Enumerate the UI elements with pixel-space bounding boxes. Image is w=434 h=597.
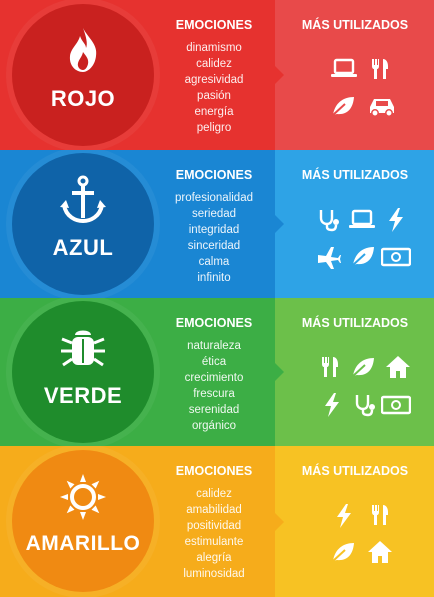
laptop-icon (331, 58, 355, 82)
airplane-icon (317, 245, 341, 269)
section-amarillo (0, 446, 434, 597)
azul-emociones (160, 160, 268, 286)
emocion-item: alegría (196, 552, 232, 564)
bug-icon (58, 323, 108, 373)
verde-mas-utilizados (285, 308, 425, 330)
azul-emociones-title: EMOCIONES (175, 168, 253, 182)
verde-name: VERDE (43, 383, 123, 408)
azul-mas-utilizados-title: MÁS UTILIZADOS (301, 168, 409, 182)
emocion-item: calma (198, 256, 230, 268)
rojo-mas-utilizados-title: MÁS UTILIZADOS (301, 18, 409, 32)
amarillo-circle (12, 450, 154, 592)
azul-name: AZUL (52, 235, 114, 260)
leaf-icon (331, 95, 355, 119)
azul-circle (12, 153, 154, 295)
leaf-icon (351, 245, 375, 269)
emocion-item: infinito (197, 272, 231, 284)
stethoscope-icon (317, 208, 341, 232)
emocion-item: calidez (196, 58, 232, 70)
emocion-item: positividad (186, 520, 242, 532)
emocion-item: naturaleza (187, 340, 241, 352)
leaf-icon (351, 356, 375, 380)
amarillo-mas-utilizados-title: MÁS UTILIZADOS (301, 464, 409, 478)
emocion-item: crecimiento (184, 372, 244, 384)
emocion-item: frescura (193, 388, 235, 400)
emocion-item: luminosidad (183, 568, 245, 580)
lightning-icon (387, 208, 411, 232)
leaf-icon (331, 541, 355, 565)
section-azul (0, 150, 434, 298)
rojo-circle (12, 4, 154, 146)
laptop-icon (347, 209, 371, 233)
section-rojo (0, 0, 434, 150)
amarillo-emociones-title: EMOCIONES (175, 464, 253, 478)
amarillo-name: AMARILLO (25, 532, 141, 555)
lightning-icon (335, 504, 359, 528)
section-verde (0, 298, 434, 446)
verde-circle (12, 301, 154, 443)
restaurant-icon (369, 504, 393, 528)
anchor-icon (58, 175, 108, 225)
money-icon (381, 247, 405, 271)
emocion-item: orgánico (191, 420, 237, 432)
lightning-icon (323, 393, 347, 417)
rojo-mas-utilizados (285, 10, 425, 32)
rojo-emociones (160, 10, 268, 136)
home-icon (367, 540, 391, 564)
azul-arrow (270, 210, 284, 238)
car-icon (367, 95, 391, 119)
rojo-name: ROJO (50, 86, 116, 111)
emocion-item: estimulante (184, 536, 244, 548)
azul-mas-utilizados (285, 160, 425, 182)
emocion-item: ética (201, 356, 227, 368)
money-icon (381, 395, 405, 419)
emocion-item: agresividad (184, 74, 244, 86)
amarillo-mas-utilizados (285, 456, 425, 478)
restaurant-icon (319, 356, 343, 380)
rojo-arrow (270, 61, 284, 89)
amarillo-arrow (270, 508, 284, 536)
emocion-item: dinamismo (186, 42, 242, 54)
verde-arrow (270, 358, 284, 386)
flame-icon (58, 26, 108, 76)
emocion-item: amabilidad (186, 504, 242, 516)
home-icon (385, 355, 409, 379)
emocion-item: seriedad (191, 208, 237, 220)
emocion-item: calidez (196, 488, 232, 500)
emocion-item: sinceridad (187, 240, 241, 252)
emocion-item: profesionalidad (174, 192, 253, 204)
verde-mas-utilizados-title: MÁS UTILIZADOS (301, 316, 409, 330)
stethoscope-icon (353, 393, 377, 417)
emocion-item: peligro (196, 122, 232, 134)
restaurant-icon (369, 58, 393, 82)
emocion-item: serenidad (188, 404, 240, 416)
amarillo-emociones (160, 456, 268, 582)
emocion-item: integridad (188, 224, 240, 236)
emocion-item: energía (194, 106, 234, 118)
sun-icon (58, 472, 108, 522)
verde-emociones-title: EMOCIONES (175, 316, 253, 330)
emocion-item: pasión (197, 90, 231, 102)
rojo-emociones-title: EMOCIONES (175, 18, 253, 32)
verde-emociones (160, 308, 268, 434)
